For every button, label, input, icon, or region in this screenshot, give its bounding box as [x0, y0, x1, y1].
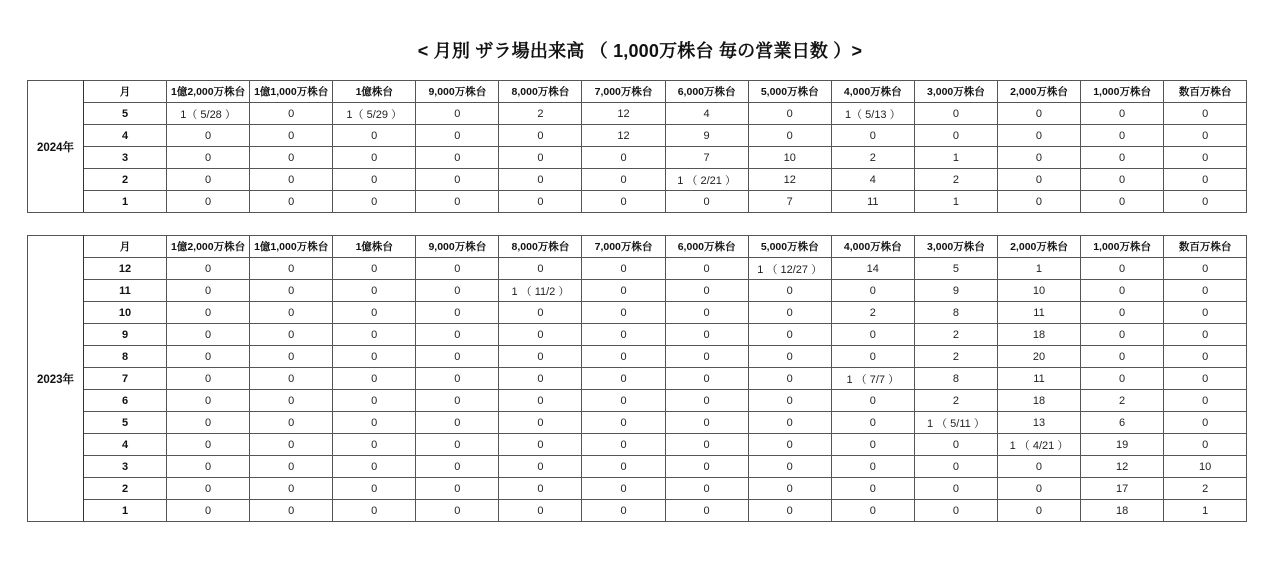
count-cell: 0: [831, 390, 914, 412]
column-header: 8,000万株台: [499, 236, 582, 258]
month-cell: 6: [84, 390, 167, 412]
count-cell: 0: [333, 478, 416, 500]
count-cell: 0: [831, 346, 914, 368]
count-cell: 1: [914, 191, 997, 213]
count-cell: 0: [997, 456, 1080, 478]
count-cell: 0: [416, 346, 499, 368]
count-cell: 2: [914, 390, 997, 412]
count-cell: 12: [582, 125, 665, 147]
count-cell: 9: [665, 125, 748, 147]
count-cell: 0: [914, 456, 997, 478]
count-cell: 0: [1081, 302, 1164, 324]
column-header: 1億1,000万株台: [250, 236, 333, 258]
month-cell: 2: [84, 478, 167, 500]
month-cell: 9: [84, 324, 167, 346]
column-header: 4,000万株台: [831, 236, 914, 258]
month-cell: 2: [84, 169, 167, 191]
count-cell: 0: [1081, 346, 1164, 368]
count-cell: 0: [499, 346, 582, 368]
count-cell: 0: [582, 390, 665, 412]
count-cell: 4: [831, 169, 914, 191]
count-cell: 11: [831, 191, 914, 213]
count-cell: 0: [665, 346, 748, 368]
count-cell: 7: [748, 191, 831, 213]
count-cell: 0: [416, 169, 499, 191]
count-cell: 1 （ 4/21 ）: [997, 434, 1080, 456]
column-header: 1億2,000万株台: [167, 81, 250, 103]
count-cell: 0: [167, 412, 250, 434]
count-cell: 0: [748, 103, 831, 125]
count-cell: 0: [416, 125, 499, 147]
count-cell: 0: [250, 478, 333, 500]
header-row: [28, 81, 1247, 103]
count-cell: 0: [167, 280, 250, 302]
count-cell: 0: [831, 125, 914, 147]
month-cell: 1: [84, 500, 167, 522]
count-cell: 0: [416, 103, 499, 125]
count-cell: 0: [499, 456, 582, 478]
count-cell: 8: [914, 368, 997, 390]
count-cell: 0: [333, 191, 416, 213]
count-cell: 0: [997, 500, 1080, 522]
table-row: [28, 191, 1247, 213]
count-cell: 0: [1164, 390, 1247, 412]
count-cell: 0: [831, 280, 914, 302]
count-cell: 0: [748, 456, 831, 478]
count-cell: 0: [1081, 103, 1164, 125]
count-cell: 0: [1081, 125, 1164, 147]
volume-table-2023: [27, 235, 1247, 522]
count-cell: 0: [1164, 302, 1247, 324]
count-cell: 0: [582, 500, 665, 522]
count-cell: 0: [167, 302, 250, 324]
year-label: 2023年: [28, 236, 84, 522]
count-cell: 0: [582, 456, 665, 478]
month-cell: 7: [84, 368, 167, 390]
count-cell: 1: [997, 258, 1080, 280]
count-cell: 0: [416, 191, 499, 213]
count-cell: 0: [416, 390, 499, 412]
count-cell: 0: [167, 434, 250, 456]
count-cell: 0: [748, 500, 831, 522]
page-title: < 月別 ザラ場出来高 （ 1,000万株台 毎の営業日数 ）>: [417, 41, 863, 61]
header-row: [28, 236, 1247, 258]
count-cell: 0: [831, 434, 914, 456]
table-body: [28, 81, 1247, 213]
count-cell: 0: [416, 434, 499, 456]
count-cell: 1 （ 11/2 ）: [499, 280, 582, 302]
count-cell: 0: [997, 125, 1080, 147]
table-row: [28, 125, 1247, 147]
count-cell: 0: [250, 500, 333, 522]
count-cell: 0: [250, 302, 333, 324]
column-header: 1億1,000万株台: [250, 81, 333, 103]
count-cell: 0: [250, 390, 333, 412]
count-cell: 0: [333, 412, 416, 434]
column-header: 1億2,000万株台: [167, 236, 250, 258]
count-cell: 0: [1081, 324, 1164, 346]
count-cell: 8: [914, 302, 997, 324]
count-cell: 0: [499, 147, 582, 169]
count-cell: 17: [1081, 478, 1164, 500]
month-cell: 3: [84, 147, 167, 169]
count-cell: 0: [997, 478, 1080, 500]
table-row: [28, 500, 1247, 522]
count-cell: 5: [914, 258, 997, 280]
count-cell: 0: [499, 478, 582, 500]
count-cell: 0: [167, 456, 250, 478]
count-cell: 19: [1081, 434, 1164, 456]
count-cell: 0: [665, 478, 748, 500]
count-cell: 0: [748, 280, 831, 302]
count-cell: 0: [997, 147, 1080, 169]
count-cell: 1: [1164, 500, 1247, 522]
count-cell: 0: [997, 191, 1080, 213]
count-cell: 0: [167, 125, 250, 147]
month-cell: 5: [84, 103, 167, 125]
month-cell: 4: [84, 125, 167, 147]
count-cell: 0: [499, 169, 582, 191]
count-cell: 2: [914, 346, 997, 368]
table-row: [28, 368, 1247, 390]
count-cell: 0: [748, 478, 831, 500]
count-cell: 0: [748, 390, 831, 412]
count-cell: 0: [333, 147, 416, 169]
count-cell: 0: [167, 324, 250, 346]
count-cell: 0: [665, 302, 748, 324]
count-cell: 0: [499, 125, 582, 147]
count-cell: 1 （ 7/7 ）: [831, 368, 914, 390]
count-cell: 0: [250, 147, 333, 169]
count-cell: 0: [665, 280, 748, 302]
year-label: 2024年: [28, 81, 84, 213]
count-cell: 0: [416, 412, 499, 434]
count-cell: 0: [416, 302, 499, 324]
column-header: 2,000万株台: [997, 236, 1080, 258]
count-cell: 0: [1164, 434, 1247, 456]
column-header: 7,000万株台: [582, 236, 665, 258]
column-header: 数百万株台: [1164, 81, 1247, 103]
count-cell: 12: [1081, 456, 1164, 478]
count-cell: 0: [416, 147, 499, 169]
count-cell: 0: [914, 478, 997, 500]
count-cell: 0: [250, 456, 333, 478]
count-cell: 0: [167, 147, 250, 169]
table-row: [28, 478, 1247, 500]
count-cell: 12: [748, 169, 831, 191]
column-header: 9,000万株台: [416, 236, 499, 258]
count-cell: 0: [250, 280, 333, 302]
count-cell: 0: [1081, 280, 1164, 302]
table-row: [28, 302, 1247, 324]
count-cell: 0: [250, 103, 333, 125]
column-header: 数百万株台: [1164, 236, 1247, 258]
count-cell: 0: [167, 346, 250, 368]
count-cell: 18: [997, 324, 1080, 346]
column-header: 1億株台: [333, 236, 416, 258]
count-cell: 20: [997, 346, 1080, 368]
count-cell: 0: [748, 324, 831, 346]
volume-table-2024: [27, 80, 1247, 213]
count-cell: 0: [914, 434, 997, 456]
count-cell: 0: [1081, 368, 1164, 390]
count-cell: 1 （ 12/27 ）: [748, 258, 831, 280]
count-cell: 10: [748, 147, 831, 169]
count-cell: 2: [1081, 390, 1164, 412]
count-cell: 0: [582, 302, 665, 324]
count-cell: 0: [1164, 368, 1247, 390]
count-cell: 0: [167, 478, 250, 500]
count-cell: 11: [997, 302, 1080, 324]
count-cell: 0: [250, 258, 333, 280]
count-cell: 0: [1164, 103, 1247, 125]
column-header: 6,000万株台: [665, 236, 748, 258]
count-cell: 0: [914, 500, 997, 522]
count-cell: 0: [582, 258, 665, 280]
count-cell: 0: [250, 324, 333, 346]
count-cell: 0: [748, 302, 831, 324]
count-cell: 0: [250, 368, 333, 390]
table-row: [28, 324, 1247, 346]
month-cell: 8: [84, 346, 167, 368]
count-cell: 0: [831, 456, 914, 478]
count-cell: 0: [831, 412, 914, 434]
count-cell: 1（ 5/28 ）: [167, 103, 250, 125]
column-header: 1,000万株台: [1081, 236, 1164, 258]
count-cell: 0: [665, 390, 748, 412]
table-row: [28, 434, 1247, 456]
count-cell: 0: [1164, 125, 1247, 147]
count-cell: 1 （ 5/11 ）: [914, 412, 997, 434]
count-cell: 0: [1164, 346, 1247, 368]
column-header: 3,000万株台: [914, 236, 997, 258]
count-cell: 0: [333, 346, 416, 368]
count-cell: 0: [665, 368, 748, 390]
count-cell: 10: [997, 280, 1080, 302]
count-cell: 0: [1164, 191, 1247, 213]
table-body: [28, 236, 1247, 522]
count-cell: 0: [499, 191, 582, 213]
count-cell: 0: [416, 280, 499, 302]
count-cell: 0: [333, 258, 416, 280]
count-cell: 0: [333, 302, 416, 324]
count-cell: 0: [1081, 147, 1164, 169]
count-cell: 0: [499, 258, 582, 280]
count-cell: 0: [499, 302, 582, 324]
count-cell: 12: [582, 103, 665, 125]
table-row: [28, 456, 1247, 478]
count-cell: 0: [167, 258, 250, 280]
count-cell: 0: [250, 434, 333, 456]
count-cell: 0: [333, 390, 416, 412]
count-cell: 0: [1164, 258, 1247, 280]
count-cell: 0: [997, 103, 1080, 125]
count-cell: 0: [333, 324, 416, 346]
count-cell: 0: [1164, 147, 1247, 169]
count-cell: 0: [499, 324, 582, 346]
column-header: 6,000万株台: [665, 81, 748, 103]
count-cell: 2: [914, 169, 997, 191]
table-row: [28, 412, 1247, 434]
table-row: [28, 103, 1247, 125]
count-cell: 0: [167, 500, 250, 522]
count-cell: 0: [582, 368, 665, 390]
count-cell: 0: [333, 125, 416, 147]
count-cell: 0: [416, 324, 499, 346]
column-header: 1億株台: [333, 81, 416, 103]
column-header: 5,000万株台: [748, 81, 831, 103]
table-row: [28, 258, 1247, 280]
count-cell: 0: [582, 412, 665, 434]
count-cell: 0: [250, 412, 333, 434]
count-cell: 0: [333, 456, 416, 478]
count-cell: 0: [1081, 169, 1164, 191]
column-header: 5,000万株台: [748, 236, 831, 258]
count-cell: 0: [499, 434, 582, 456]
count-cell: 2: [831, 302, 914, 324]
count-cell: 0: [582, 346, 665, 368]
count-cell: 0: [748, 125, 831, 147]
count-cell: 0: [665, 191, 748, 213]
count-cell: 0: [333, 500, 416, 522]
count-cell: 0: [665, 456, 748, 478]
count-cell: 0: [831, 500, 914, 522]
count-cell: 1（ 5/29 ）: [333, 103, 416, 125]
column-header: 3,000万株台: [914, 81, 997, 103]
month-cell: 3: [84, 456, 167, 478]
count-cell: 2: [499, 103, 582, 125]
count-cell: 0: [748, 346, 831, 368]
count-cell: 0: [416, 500, 499, 522]
table-row: [28, 346, 1247, 368]
count-cell: 0: [665, 258, 748, 280]
count-cell: 0: [748, 434, 831, 456]
count-cell: 0: [748, 368, 831, 390]
count-cell: 14: [831, 258, 914, 280]
count-cell: 0: [167, 368, 250, 390]
count-cell: 1（ 5/13 ）: [831, 103, 914, 125]
column-header: 8,000万株台: [499, 81, 582, 103]
count-cell: 0: [665, 500, 748, 522]
count-cell: 18: [1081, 500, 1164, 522]
count-cell: 0: [582, 478, 665, 500]
count-cell: 0: [250, 169, 333, 191]
count-cell: 2: [914, 324, 997, 346]
count-cell: 0: [416, 258, 499, 280]
month-cell: 1: [84, 191, 167, 213]
count-cell: 0: [997, 169, 1080, 191]
column-header: 7,000万株台: [582, 81, 665, 103]
count-cell: 0: [665, 324, 748, 346]
column-header-month: 月: [84, 81, 167, 103]
month-cell: 5: [84, 412, 167, 434]
count-cell: 0: [582, 191, 665, 213]
count-cell: 11: [997, 368, 1080, 390]
column-header: 9,000万株台: [416, 81, 499, 103]
count-cell: 0: [582, 169, 665, 191]
count-cell: 0: [499, 390, 582, 412]
column-header: 2,000万株台: [997, 81, 1080, 103]
count-cell: 10: [1164, 456, 1247, 478]
count-cell: 0: [499, 500, 582, 522]
count-cell: 0: [167, 191, 250, 213]
count-cell: 0: [250, 125, 333, 147]
count-cell: 0: [1164, 169, 1247, 191]
table-row: [28, 280, 1247, 302]
column-header: 1,000万株台: [1081, 81, 1164, 103]
count-cell: 0: [167, 169, 250, 191]
month-cell: 4: [84, 434, 167, 456]
count-cell: 13: [997, 412, 1080, 434]
count-cell: 2: [831, 147, 914, 169]
count-cell: 0: [914, 103, 997, 125]
count-cell: 0: [831, 324, 914, 346]
count-cell: 0: [333, 169, 416, 191]
count-cell: 0: [416, 368, 499, 390]
count-cell: 0: [333, 434, 416, 456]
count-cell: 1 （ 2/21 ）: [665, 169, 748, 191]
count-cell: 0: [167, 390, 250, 412]
count-cell: 18: [997, 390, 1080, 412]
count-cell: 0: [582, 434, 665, 456]
count-cell: 0: [1164, 412, 1247, 434]
count-cell: 4: [665, 103, 748, 125]
table-row: [28, 390, 1247, 412]
count-cell: 0: [582, 147, 665, 169]
count-cell: 0: [499, 412, 582, 434]
count-cell: 0: [333, 368, 416, 390]
count-cell: 0: [250, 346, 333, 368]
count-cell: 0: [914, 125, 997, 147]
count-cell: 0: [1081, 258, 1164, 280]
table-row: [28, 169, 1247, 191]
count-cell: 7: [665, 147, 748, 169]
count-cell: 0: [333, 280, 416, 302]
count-cell: 0: [582, 324, 665, 346]
count-cell: 2: [1164, 478, 1247, 500]
count-cell: 0: [1164, 280, 1247, 302]
count-cell: 0: [748, 412, 831, 434]
table-row: [28, 147, 1247, 169]
count-cell: 0: [416, 456, 499, 478]
count-cell: 0: [831, 478, 914, 500]
count-cell: 0: [665, 434, 748, 456]
count-cell: 0: [499, 368, 582, 390]
column-header-month: 月: [84, 236, 167, 258]
month-cell: 10: [84, 302, 167, 324]
column-header: 4,000万株台: [831, 81, 914, 103]
count-cell: 1: [914, 147, 997, 169]
count-cell: 0: [582, 280, 665, 302]
month-cell: 12: [84, 258, 167, 280]
month-cell: 11: [84, 280, 167, 302]
count-cell: 0: [416, 478, 499, 500]
count-cell: 9: [914, 280, 997, 302]
count-cell: 6: [1081, 412, 1164, 434]
count-cell: 0: [250, 191, 333, 213]
count-cell: 0: [1081, 191, 1164, 213]
count-cell: 0: [1164, 324, 1247, 346]
count-cell: 0: [665, 412, 748, 434]
